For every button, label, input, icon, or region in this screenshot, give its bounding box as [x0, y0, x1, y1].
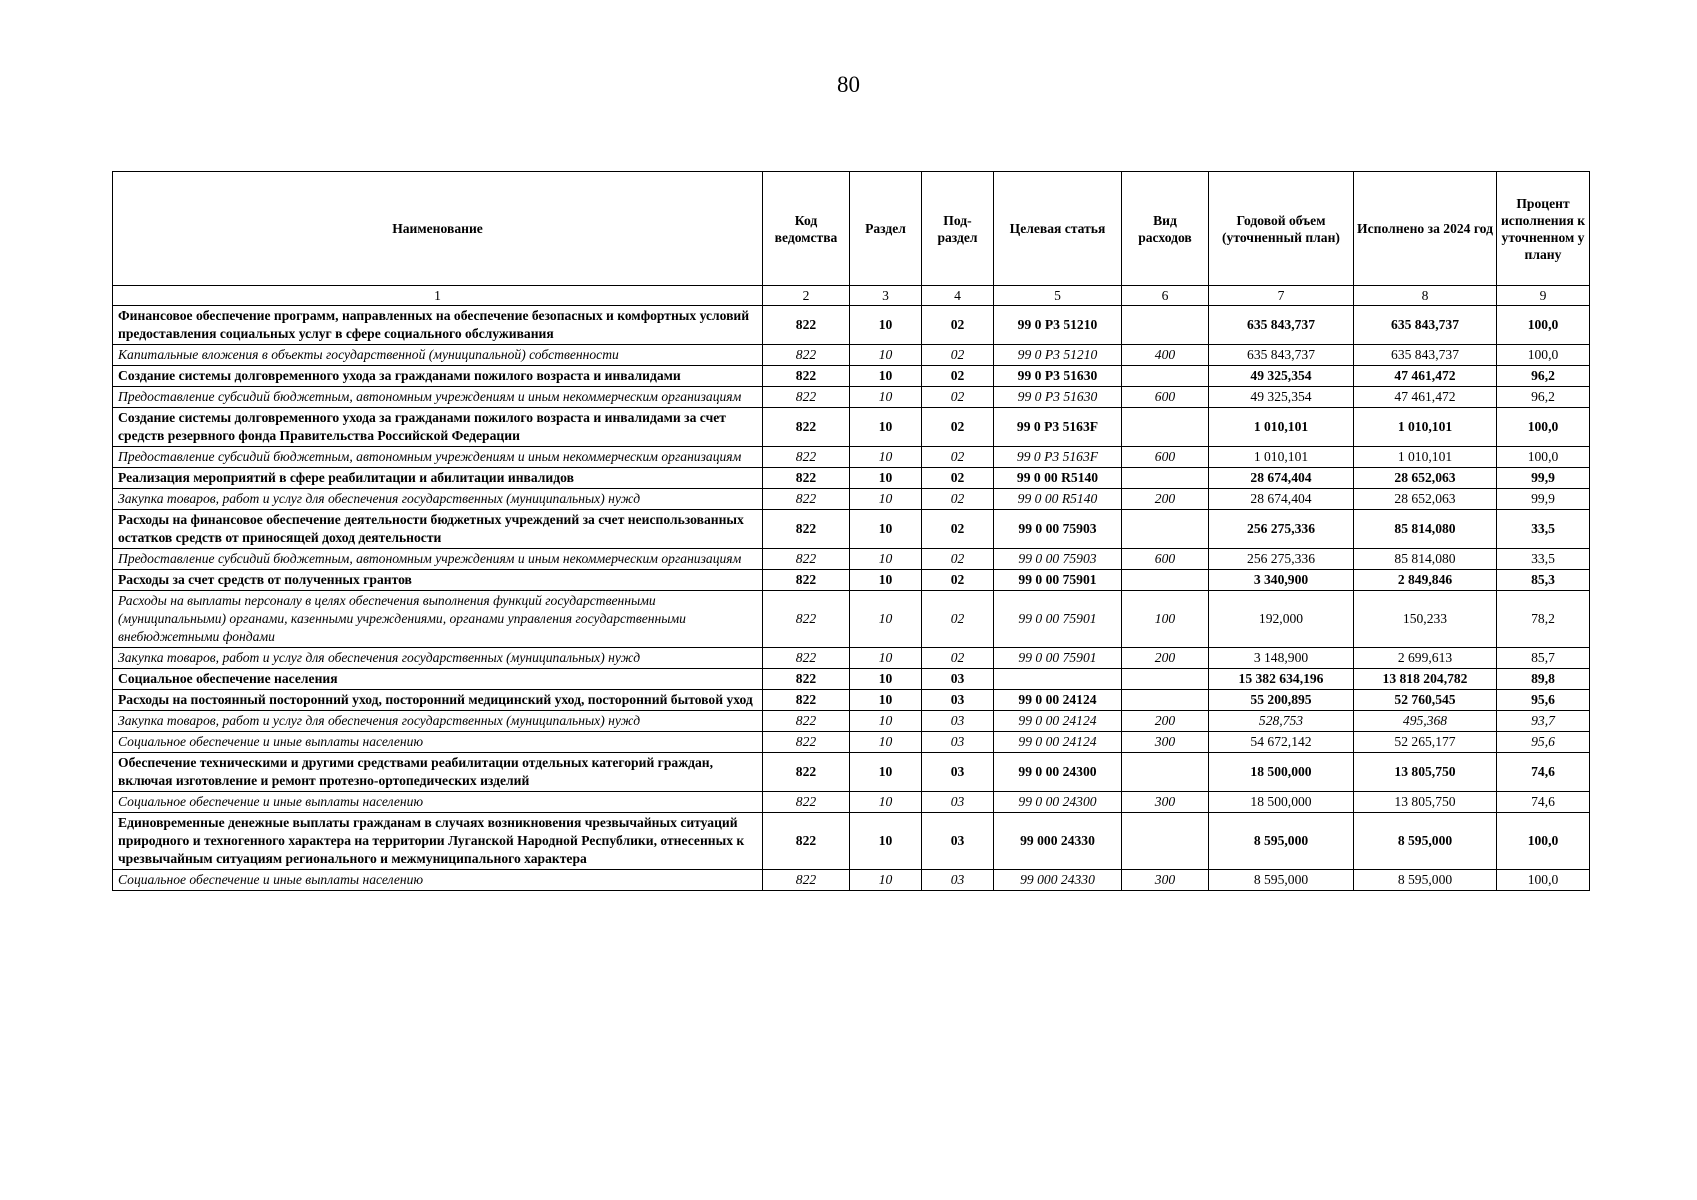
row-razdel: 10	[850, 447, 922, 468]
row-razdel: 10	[850, 711, 922, 732]
row-name: Расходы на выплаты персоналу в целях обеспечения выполнения функций государственными (муниципальными) органами, казенными учреждениями, органами управления государственными внебюджетными фондами	[113, 591, 763, 648]
row-done: 2 699,613	[1354, 648, 1497, 669]
table-row	[113, 387, 1590, 408]
row-done: 13 818 204,782	[1354, 669, 1497, 690]
column-number: 6	[1122, 286, 1209, 306]
table-row	[113, 345, 1590, 366]
row-pct: 85,3	[1497, 570, 1590, 591]
table-row	[113, 489, 1590, 510]
row-ved: 822	[763, 870, 850, 891]
column-number: 2	[763, 286, 850, 306]
row-podrazdel: 02	[922, 549, 994, 570]
table-row	[113, 870, 1590, 891]
row-plan: 15 382 634,196	[1209, 669, 1354, 690]
row-name: Создание системы долговременного ухода за гражданами пожилого возраста и инвалидами	[113, 366, 763, 387]
row-razdel: 10	[850, 813, 922, 870]
row-razdel: 10	[850, 690, 922, 711]
row-ved: 822	[763, 387, 850, 408]
row-name: Социальное обеспечение и иные выплаты населению	[113, 732, 763, 753]
row-pct: 96,2	[1497, 387, 1590, 408]
row-plan: 28 674,404	[1209, 468, 1354, 489]
table-row	[113, 591, 1590, 648]
row-name: Социальное обеспечение населения	[113, 669, 763, 690]
row-razdel: 10	[850, 306, 922, 345]
row-podrazdel: 02	[922, 306, 994, 345]
row-done: 85 814,080	[1354, 549, 1497, 570]
row-done: 2 849,846	[1354, 570, 1497, 591]
row-pct: 33,5	[1497, 510, 1590, 549]
row-ved: 822	[763, 489, 850, 510]
header-pct: Процент исполнения к уточненном у плану	[1497, 172, 1590, 286]
row-pct: 33,5	[1497, 549, 1590, 570]
row-statya: 99 0 00 75901	[994, 570, 1122, 591]
table-row	[113, 510, 1590, 549]
row-name: Реализация мероприятий в сфере реабилитации и абилитации инвалидов	[113, 468, 763, 489]
row-plan: 635 843,737	[1209, 306, 1354, 345]
row-podrazdel: 02	[922, 648, 994, 669]
row-podrazdel: 02	[922, 408, 994, 447]
row-ved: 822	[763, 306, 850, 345]
row-podrazdel: 02	[922, 510, 994, 549]
row-pct: 74,6	[1497, 753, 1590, 792]
row-name: Капитальные вложения в объекты государственной (муниципальной) собственности	[113, 345, 763, 366]
row-podrazdel: 02	[922, 468, 994, 489]
column-number: 5	[994, 286, 1122, 306]
row-pct: 95,6	[1497, 732, 1590, 753]
row-vid: 600	[1122, 549, 1209, 570]
row-name: Предоставление субсидий бюджетным, автономным учреждениям и иным некоммерческим организациям	[113, 549, 763, 570]
row-pct: 100,0	[1497, 447, 1590, 468]
row-plan: 1 010,101	[1209, 408, 1354, 447]
row-vid: 300	[1122, 792, 1209, 813]
row-plan: 528,753	[1209, 711, 1354, 732]
row-statya: 99 000 24330	[994, 870, 1122, 891]
row-vid: 300	[1122, 732, 1209, 753]
row-pct: 99,9	[1497, 489, 1590, 510]
row-done: 28 652,063	[1354, 489, 1497, 510]
row-podrazdel: 03	[922, 669, 994, 690]
row-podrazdel: 03	[922, 870, 994, 891]
row-done: 635 843,737	[1354, 345, 1497, 366]
row-podrazdel: 02	[922, 387, 994, 408]
column-number: 4	[922, 286, 994, 306]
row-vid	[1122, 690, 1209, 711]
row-razdel: 10	[850, 366, 922, 387]
table-row	[113, 447, 1590, 468]
row-name: Социальное обеспечение и иные выплаты населению	[113, 870, 763, 891]
row-statya: 99 0 P3 5163F	[994, 408, 1122, 447]
budget-execution-table	[112, 171, 1590, 891]
row-statya: 99 0 00 75903	[994, 510, 1122, 549]
row-name: Расходы на постоянный посторонний уход, посторонний медицинский уход, посторонний бытовой уход	[113, 690, 763, 711]
row-done: 47 461,472	[1354, 387, 1497, 408]
row-razdel: 10	[850, 570, 922, 591]
row-vid: 100	[1122, 591, 1209, 648]
row-razdel: 10	[850, 489, 922, 510]
row-name: Создание системы долговременного ухода за гражданами пожилого возраста и инвалидами за счет средств резервного фонда Правительства Российской Федерации	[113, 408, 763, 447]
row-razdel: 10	[850, 753, 922, 792]
header-done: Исполнено за 2024 год	[1354, 172, 1497, 286]
row-plan: 55 200,895	[1209, 690, 1354, 711]
row-ved: 822	[763, 792, 850, 813]
row-name: Предоставление субсидий бюджетным, автономным учреждениям и иным некоммерческим организациям	[113, 447, 763, 468]
row-plan: 18 500,000	[1209, 753, 1354, 792]
column-number: 8	[1354, 286, 1497, 306]
row-plan: 28 674,404	[1209, 489, 1354, 510]
row-razdel: 10	[850, 648, 922, 669]
row-plan: 3 340,900	[1209, 570, 1354, 591]
row-done: 1 010,101	[1354, 408, 1497, 447]
row-statya: 99 0 00 24124	[994, 690, 1122, 711]
row-vid: 200	[1122, 648, 1209, 669]
row-razdel: 10	[850, 669, 922, 690]
row-razdel: 10	[850, 510, 922, 549]
row-statya: 99 0 P3 51210	[994, 345, 1122, 366]
row-done: 635 843,737	[1354, 306, 1497, 345]
row-podrazdel: 02	[922, 591, 994, 648]
row-podrazdel: 02	[922, 489, 994, 510]
header-podrazdel: Под-раздел	[922, 172, 994, 286]
row-done: 8 595,000	[1354, 813, 1497, 870]
row-ved: 822	[763, 366, 850, 387]
row-vid	[1122, 570, 1209, 591]
row-done: 13 805,750	[1354, 753, 1497, 792]
row-vid	[1122, 468, 1209, 489]
row-pct: 95,6	[1497, 690, 1590, 711]
row-ved: 822	[763, 732, 850, 753]
row-name: Обеспечение техническими и другими средствами реабилитации отдельных категорий граждан, включая изготовление и ремонт протезно-ортопедических изделий	[113, 753, 763, 792]
row-ved: 822	[763, 447, 850, 468]
row-plan: 49 325,354	[1209, 387, 1354, 408]
row-plan: 54 672,142	[1209, 732, 1354, 753]
row-done: 52 760,545	[1354, 690, 1497, 711]
row-razdel: 10	[850, 468, 922, 489]
header-name: Наименование	[113, 172, 763, 286]
row-pct: 74,6	[1497, 792, 1590, 813]
table-row	[113, 711, 1590, 732]
row-ved: 822	[763, 510, 850, 549]
row-vid	[1122, 669, 1209, 690]
row-done: 28 652,063	[1354, 468, 1497, 489]
table-row	[113, 549, 1590, 570]
column-number: 9	[1497, 286, 1590, 306]
row-statya: 99 0 P3 5163F	[994, 447, 1122, 468]
row-razdel: 10	[850, 792, 922, 813]
table-row	[113, 753, 1590, 792]
row-ved: 822	[763, 753, 850, 792]
row-ved: 822	[763, 408, 850, 447]
table-row	[113, 792, 1590, 813]
row-pct: 78,2	[1497, 591, 1590, 648]
column-number: 3	[850, 286, 922, 306]
table-row	[113, 732, 1590, 753]
row-vid	[1122, 813, 1209, 870]
row-pct: 93,7	[1497, 711, 1590, 732]
row-podrazdel: 03	[922, 732, 994, 753]
row-name: Расходы на финансовое обеспечение деятельности бюджетных учреждений за счет неиспользованных остатков средств от приносящей доход деятельности	[113, 510, 763, 549]
row-razdel: 10	[850, 408, 922, 447]
row-pct: 89,8	[1497, 669, 1590, 690]
row-statya: 99 0 P3 51630	[994, 366, 1122, 387]
header-statya: Целевая статья	[994, 172, 1122, 286]
row-done: 47 461,472	[1354, 366, 1497, 387]
row-statya: 99 000 24330	[994, 813, 1122, 870]
row-pct: 85,7	[1497, 648, 1590, 669]
row-ved: 822	[763, 669, 850, 690]
row-pct: 96,2	[1497, 366, 1590, 387]
row-done: 13 805,750	[1354, 792, 1497, 813]
row-ved: 822	[763, 570, 850, 591]
row-statya	[994, 669, 1122, 690]
row-done: 8 595,000	[1354, 870, 1497, 891]
row-vid	[1122, 408, 1209, 447]
row-pct: 100,0	[1497, 870, 1590, 891]
row-ved: 822	[763, 468, 850, 489]
table-row	[113, 648, 1590, 669]
row-statya: 99 0 P3 51210	[994, 306, 1122, 345]
row-statya: 99 0 00 24124	[994, 732, 1122, 753]
column-number: 7	[1209, 286, 1354, 306]
row-razdel: 10	[850, 591, 922, 648]
row-razdel: 10	[850, 387, 922, 408]
row-podrazdel: 03	[922, 690, 994, 711]
row-podrazdel: 02	[922, 570, 994, 591]
table-body	[113, 306, 1590, 891]
table-row	[113, 690, 1590, 711]
row-plan: 1 010,101	[1209, 447, 1354, 468]
table-row	[113, 306, 1590, 345]
row-podrazdel: 02	[922, 345, 994, 366]
table-row	[113, 366, 1590, 387]
row-plan: 635 843,737	[1209, 345, 1354, 366]
row-vid	[1122, 510, 1209, 549]
table-row	[113, 408, 1590, 447]
row-name: Расходы за счет средств от полученных грантов	[113, 570, 763, 591]
row-razdel: 10	[850, 732, 922, 753]
table-row	[113, 468, 1590, 489]
row-vid	[1122, 753, 1209, 792]
row-ved: 822	[763, 549, 850, 570]
row-done: 150,233	[1354, 591, 1497, 648]
row-plan: 256 275,336	[1209, 510, 1354, 549]
row-name: Социальное обеспечение и иные выплаты населению	[113, 792, 763, 813]
row-name: Предоставление субсидий бюджетным, автономным учреждениям и иным некоммерческим организациям	[113, 387, 763, 408]
row-statya: 99 0 00 75901	[994, 591, 1122, 648]
table-row	[113, 813, 1590, 870]
row-statya: 99 0 00 24300	[994, 792, 1122, 813]
row-razdel: 10	[850, 870, 922, 891]
row-statya: 99 0 00 75903	[994, 549, 1122, 570]
column-number-row	[113, 286, 1590, 306]
row-vid: 200	[1122, 489, 1209, 510]
row-ved: 822	[763, 648, 850, 669]
column-number: 1	[113, 286, 763, 306]
header-razdel: Раздел	[850, 172, 922, 286]
row-vid: 600	[1122, 387, 1209, 408]
row-done: 85 814,080	[1354, 510, 1497, 549]
row-done: 495,368	[1354, 711, 1497, 732]
page-number: 80	[837, 72, 860, 97]
row-done: 1 010,101	[1354, 447, 1497, 468]
header-plan: Годовой объем (уточненный план)	[1209, 172, 1354, 286]
table-row	[113, 570, 1590, 591]
row-vid	[1122, 306, 1209, 345]
row-name: Единовременные денежные выплаты гражданам в случаях возникновения чрезвычайных ситуаций природного и техногенного характера на территории Луганской Народной Республики, отнесенных к чрезвычайным ситуациям регионального и межмуниципального характера	[113, 813, 763, 870]
table-header-row	[113, 172, 1590, 286]
header-vid: Вид расходов	[1122, 172, 1209, 286]
row-razdel: 10	[850, 345, 922, 366]
row-vid: 600	[1122, 447, 1209, 468]
row-done: 52 265,177	[1354, 732, 1497, 753]
row-ved: 822	[763, 345, 850, 366]
row-plan: 8 595,000	[1209, 813, 1354, 870]
row-pct: 100,0	[1497, 345, 1590, 366]
row-plan: 18 500,000	[1209, 792, 1354, 813]
row-statya: 99 0 00 75901	[994, 648, 1122, 669]
row-ved: 822	[763, 591, 850, 648]
row-name: Финансовое обеспечение программ, направленных на обеспечение безопасных и комфортных условий предоставления социальных услуг в сфере социального обслуживания	[113, 306, 763, 345]
row-podrazdel: 02	[922, 447, 994, 468]
row-pct: 100,0	[1497, 408, 1590, 447]
row-vid: 400	[1122, 345, 1209, 366]
row-statya: 99 0 00 R5140	[994, 489, 1122, 510]
row-statya: 99 0 00 R5140	[994, 468, 1122, 489]
row-podrazdel: 03	[922, 711, 994, 732]
row-name: Закупка товаров, работ и услуг для обеспечения государственных (муниципальных) нужд	[113, 489, 763, 510]
row-vid: 200	[1122, 711, 1209, 732]
row-pct: 100,0	[1497, 306, 1590, 345]
row-pct: 100,0	[1497, 813, 1590, 870]
row-statya: 99 0 00 24300	[994, 753, 1122, 792]
row-name: Закупка товаров, работ и услуг для обеспечения государственных (муниципальных) нужд	[113, 711, 763, 732]
row-podrazdel: 03	[922, 813, 994, 870]
row-ved: 822	[763, 813, 850, 870]
row-ved: 822	[763, 690, 850, 711]
row-plan: 192,000	[1209, 591, 1354, 648]
table-row	[113, 669, 1590, 690]
row-plan: 8 595,000	[1209, 870, 1354, 891]
row-plan: 256 275,336	[1209, 549, 1354, 570]
row-statya: 99 0 P3 51630	[994, 387, 1122, 408]
row-pct: 99,9	[1497, 468, 1590, 489]
row-ved: 822	[763, 711, 850, 732]
row-podrazdel: 03	[922, 753, 994, 792]
row-plan: 49 325,354	[1209, 366, 1354, 387]
row-vid: 300	[1122, 870, 1209, 891]
row-vid	[1122, 366, 1209, 387]
header-ved: Код ведомства	[763, 172, 850, 286]
row-podrazdel: 03	[922, 792, 994, 813]
row-razdel: 10	[850, 549, 922, 570]
row-plan: 3 148,900	[1209, 648, 1354, 669]
row-name: Закупка товаров, работ и услуг для обеспечения государственных (муниципальных) нужд	[113, 648, 763, 669]
row-statya: 99 0 00 24124	[994, 711, 1122, 732]
row-podrazdel: 02	[922, 366, 994, 387]
